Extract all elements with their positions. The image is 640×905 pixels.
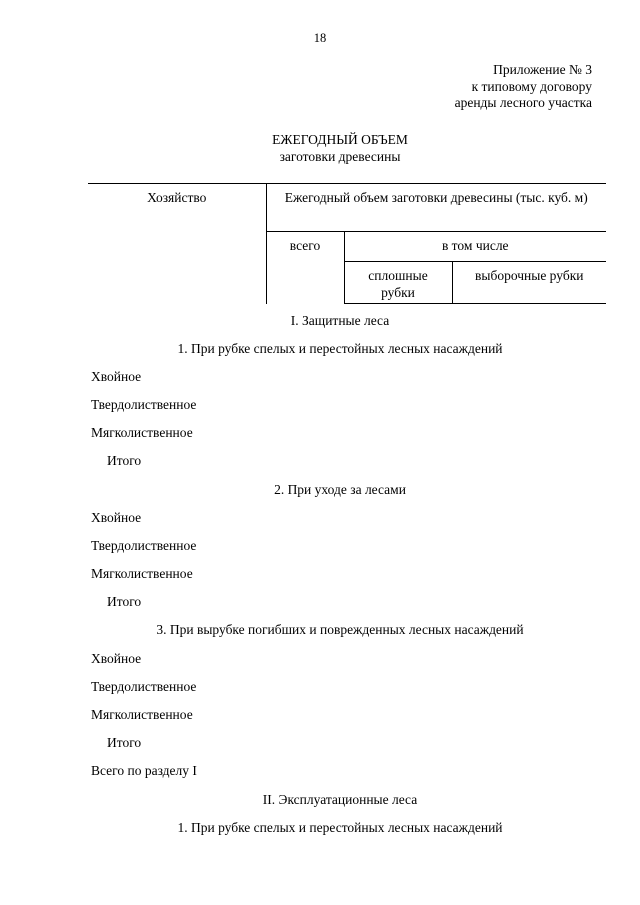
volume-table-header [88, 183, 606, 304]
subsection-title: 2. При уходе за лесами [274, 482, 406, 497]
header-selective-cut: выборочные рубки [452, 262, 606, 304]
header-total: всего [266, 232, 344, 304]
appendix-line-1: Приложение № 3 [493, 62, 592, 77]
subtotal-label: Итого [107, 735, 142, 750]
appendix-note [455, 62, 592, 112]
species-row-label: Мягколиственное [91, 566, 193, 581]
header-farm: Хозяйство [88, 184, 266, 304]
species-row-label: Твердолиственное [91, 397, 197, 412]
species-row-label: Твердолиственное [91, 679, 197, 694]
section-title: I. Защитные леса [290, 313, 390, 328]
document-title-line-2: заготовки древесины [279, 149, 401, 164]
species-row-label: Мягколиственное [91, 707, 193, 722]
document-title-line-1: ЕЖЕГОДНЫЙ ОБЪЕМ [272, 132, 408, 147]
subsection-title: 3. При вырубке погибших и поврежденных лесных насаждений [156, 622, 524, 637]
species-row-label: Хвойное [91, 369, 142, 384]
appendix-line-3: аренды лесного участка [454, 95, 592, 110]
subsection-title: 1. При рубке спелых и перестойных лесных насаждений [177, 820, 503, 835]
species-row-label: Мягколиственное [91, 425, 193, 440]
species-row-label: Твердолиственное [91, 538, 197, 553]
species-row-label: Хвойное [91, 510, 142, 525]
section-title: II. Эксплуатационные леса [262, 792, 418, 807]
subtotal-label: Итого [107, 594, 142, 609]
species-row-label: Хвойное [91, 651, 142, 666]
document-title [0, 131, 640, 165]
header-clear-cut: сплошные рубки [344, 262, 452, 304]
section-total-label: Всего по разделу I [91, 763, 197, 778]
page-number: 18 [313, 31, 327, 45]
subsection-title: 1. При рубке спелых и перестойных лесных насаждений [177, 341, 503, 356]
header-annual-volume: Ежегодный объем заготовки древесины (тыс. куб. м) [266, 184, 606, 232]
appendix-line-2: к типовому договору [471, 78, 592, 94]
subtotal-label: Итого [107, 453, 142, 468]
header-including: в том числе [344, 232, 606, 262]
